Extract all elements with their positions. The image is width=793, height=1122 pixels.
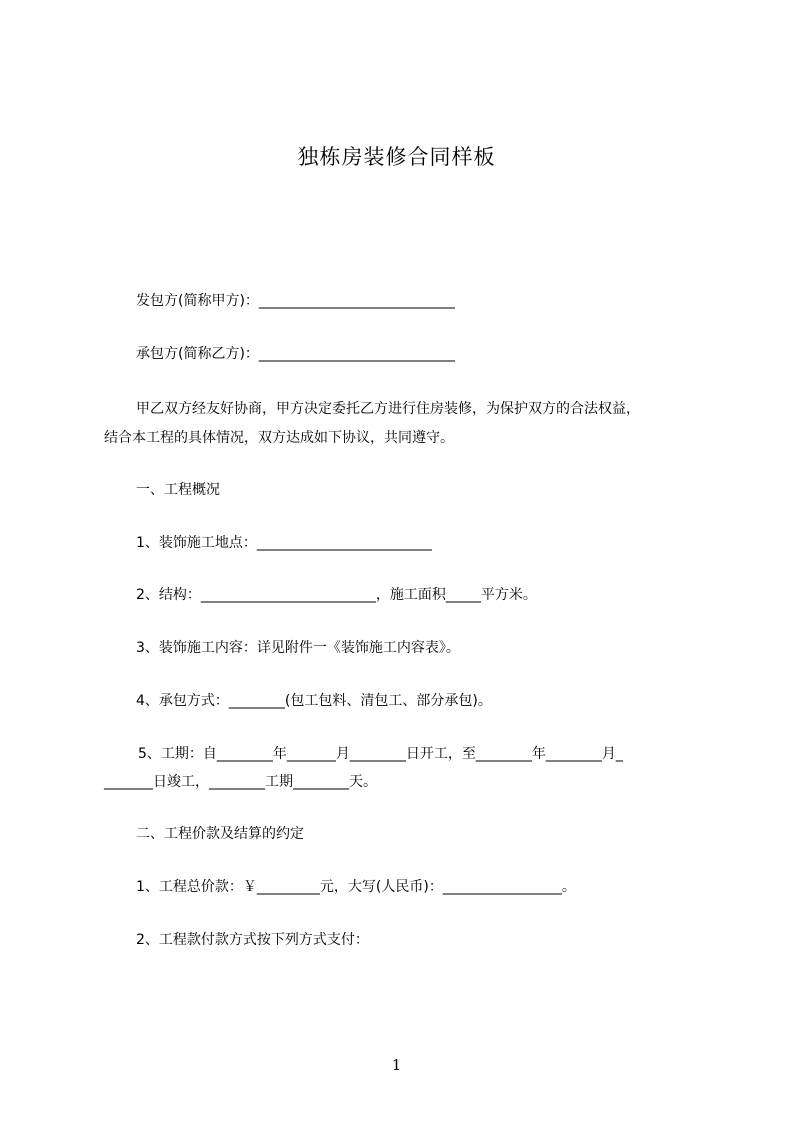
- section-1-item-5-line-2: _______日竣工，________工期________天。: [104, 774, 377, 790]
- section-2-item-1: 1、工程总价款：￥_________元，大写(人民币)：_________________。: [136, 879, 576, 895]
- section-1-item-5-line-1: 5、工期：自________年_______月________日开工，至________年________月_: [138, 746, 623, 762]
- section-1-heading: 一、工程概况: [136, 482, 220, 498]
- intro-line-1: 甲乙双方经友好协商，甲方决定委托乙方进行住房装修，为保护双方的合法权益，: [136, 401, 640, 417]
- page-number: 1: [391, 1056, 402, 1074]
- section-1-item-3: 3、装饰施工内容：详见附件一《装饰施工内容表》。: [136, 640, 460, 656]
- section-1-item-4: 4、承包方式：________(包工包料、清包工、部分承包)。: [136, 693, 492, 709]
- intro-line-2: 结合本工程的具体情况，双方达成如下协议，共同遵守。: [104, 430, 454, 446]
- section-1-item-2: 2、结构：_________________________，施工面积_____平方米。: [136, 587, 537, 603]
- section-1-item-1: 1、装饰施工地点：_________________________: [136, 535, 432, 551]
- section-2-item-2: 2、工程款付款方式按下列方式支付：: [136, 932, 369, 948]
- party-a-line: 发包方(简称甲方)：____________________________: [136, 293, 455, 309]
- party-b-line: 承包方(简称乙方)：____________________________: [136, 346, 455, 362]
- document-title: 独栋房装修合同样板: [297, 145, 496, 169]
- section-2-heading: 二、工程价款及结算的约定: [136, 826, 304, 842]
